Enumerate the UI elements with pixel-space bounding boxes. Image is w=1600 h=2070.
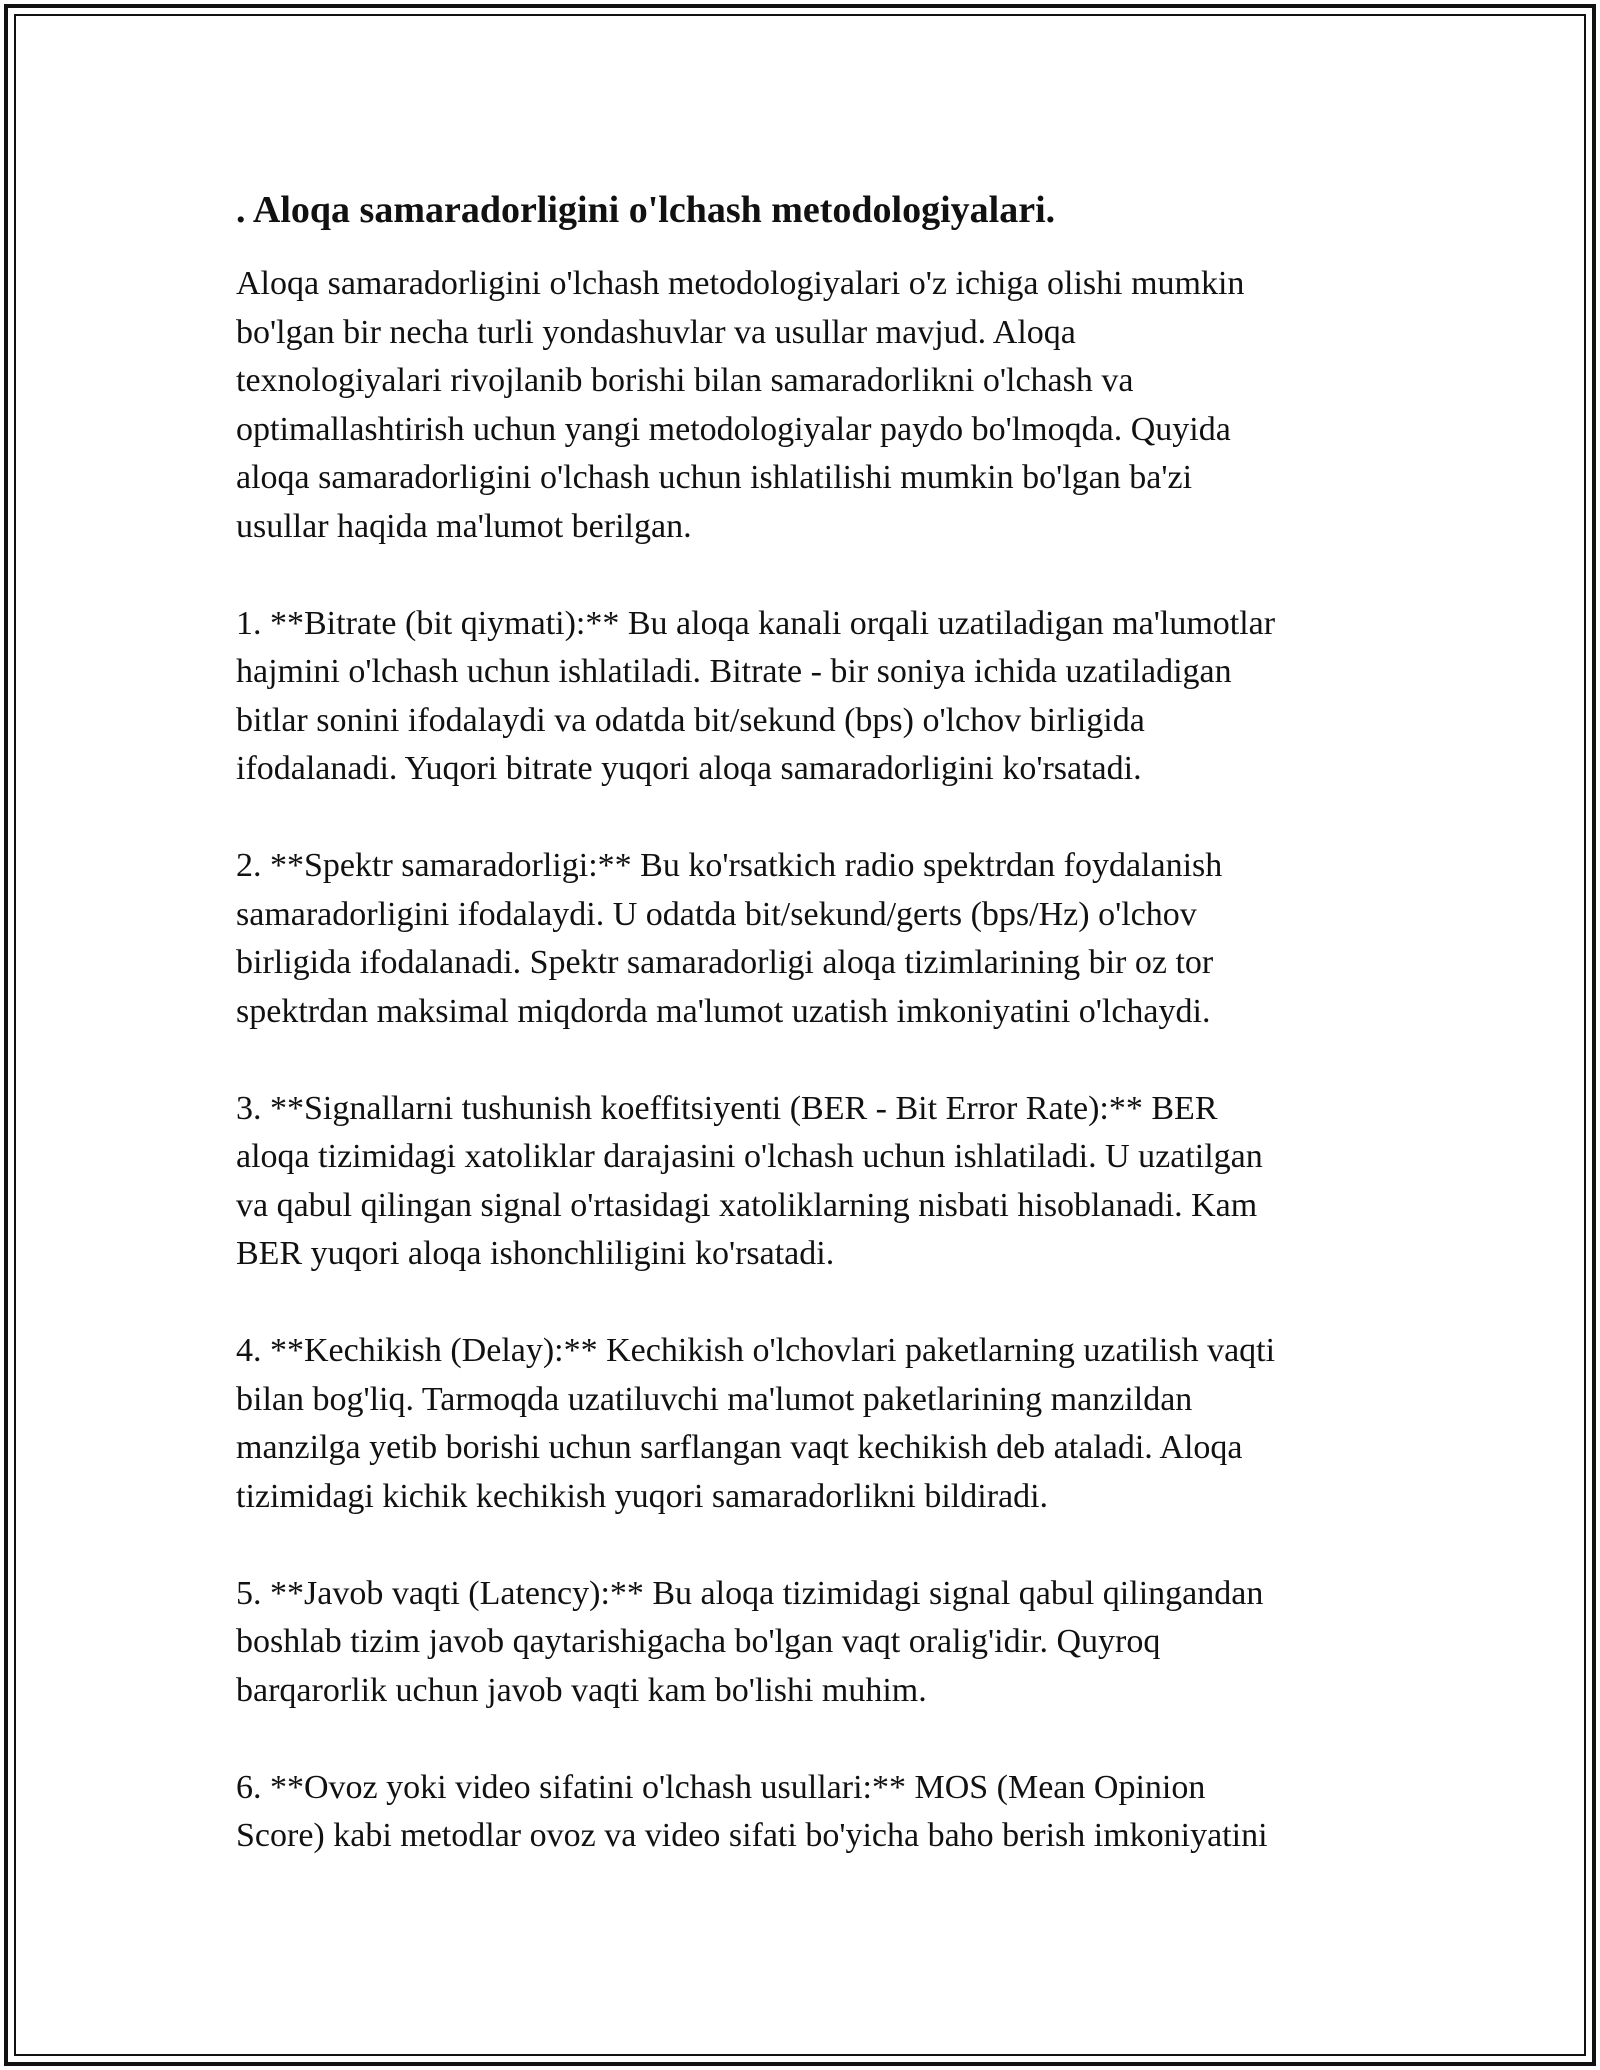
paragraph-item-3 bbox=[236, 1085, 1376, 1279]
text-line: aloqa samaradorligini o'lchash uchun ishlatilishi mumkin bo'lgan ba'zi bbox=[236, 459, 1193, 496]
text-line: tizimidagi kichik kechikish yuqori samaradorlikni bildiradi. bbox=[236, 1477, 1049, 1515]
paragraph-item-4 bbox=[236, 1327, 1376, 1521]
paragraph-item-6 bbox=[236, 1764, 1376, 1861]
text-line: bitlar sonini ifodalaydi va odatda bit/sekund (bps) o'lchov birligida bbox=[236, 701, 1145, 739]
text-line: va qabul qilingan signal o'rtasidagi xatoliklarning nisbati hisoblanadi. Kam bbox=[236, 1186, 1258, 1224]
paragraph-item-2 bbox=[236, 842, 1376, 1036]
text-line: 5. **Javob vaqti (Latency):** Bu aloqa tizimidagi signal qabul qilingandan bbox=[236, 1574, 1264, 1612]
text-line: 2. **Spektr samaradorligi:** Bu ko'rsatkich radio spektrdan foydalanish bbox=[236, 847, 1223, 884]
text-line: 3. **Signallarni tushunish koeffitsiyenti (BER - Bit Error Rate):** BER bbox=[236, 1089, 1218, 1127]
text-line: Aloqa samaradorligini o'lchash metodologiyalari o'z ichiga olishi mumkin bbox=[236, 265, 1245, 302]
text-line: boshlab tizim javob qaytarishigacha bo'lgan vaqt oralig'idir. Quyroq bbox=[236, 1623, 1161, 1660]
text-line: hajmini o'lchash uchun ishlatiladi. Bitrate - bir soniya ichida uzatiladigan bbox=[236, 653, 1232, 690]
text-line: optimallashtirish uchun yangi metodologiyalar paydo bo'lmoqda. Quyida bbox=[236, 410, 1231, 448]
text-line: spektrdan maksimal miqdorda ma'lumot uzatish imkoniyatini o'lchaydi. bbox=[236, 992, 1211, 1030]
paragraph-gap bbox=[236, 551, 1376, 600]
text-line: bilan bog'liq. Tarmoqda uzatiluvchi ma'lumot paketlarining manzildan bbox=[236, 1380, 1193, 1418]
paragraph-intro bbox=[236, 260, 1376, 551]
text-line: 1. **Bitrate (bit qiymati):** Bu aloqa kanali orqali uzatiladigan ma'lumotlar bbox=[236, 604, 1276, 642]
text-line: BER yuqori aloqa ishonchliligini ko'rsatadi. bbox=[236, 1235, 835, 1272]
text-line: texnologiyalari rivojlanib borishi bilan samaradorlikni o'lchash va bbox=[236, 362, 1134, 399]
paragraph-item-1 bbox=[236, 600, 1376, 794]
document-body bbox=[236, 186, 1376, 1861]
text-line: aloqa tizimidagi xatoliklar darajasini o'lchash uchun ishlatiladi. U uzatilgan bbox=[236, 1138, 1263, 1175]
text-line: samaradorligini ifodalaydi. U odatda bit/sekund/gerts (bps/Hz) o'lchov bbox=[236, 895, 1197, 933]
text-line: birligida ifodalanadi. Spektr samaradorligi aloqa tizimlarining bir oz tor bbox=[236, 944, 1214, 981]
paragraph-item-5 bbox=[236, 1570, 1376, 1716]
text-line: bo'lgan bir necha turli yondashuvlar va usullar mavjud. Aloqa bbox=[236, 313, 1076, 351]
document-title: . Aloqa samaradorligini o'lchash metodologiyalari. bbox=[236, 189, 1056, 231]
paragraph-gap bbox=[236, 1279, 1376, 1328]
text-line: 4. **Kechikish (Delay):** Kechikish o'lchovlari paketlarning uzatilish vaqti bbox=[236, 1332, 1276, 1369]
text-line: 6. **Ovoz yoki video sifatini o'lchash usullari:** MOS (Mean Opinion bbox=[236, 1768, 1206, 1806]
text-line: manzilga yetib borishi uchun sarflangan vaqt kechikish deb ataladi. Aloqa bbox=[236, 1429, 1243, 1466]
text-line: ifodalanadi. Yuqori bitrate yuqori aloqa samaradorligini ko'rsatadi. bbox=[236, 750, 1142, 787]
text-line: usullar haqida ma'lumot berilgan. bbox=[236, 507, 692, 545]
text-line: barqarorlik uchun javob vaqti kam bo'lishi muhim. bbox=[236, 1671, 927, 1709]
paragraph-gap bbox=[236, 1521, 1376, 1570]
paragraph-gap bbox=[236, 1715, 1376, 1764]
paragraph-gap bbox=[236, 1036, 1376, 1085]
paragraph-gap bbox=[236, 794, 1376, 843]
text-line: Score) kabi metodlar ovoz va video sifati bo'yicha baho berish imkoniyatini bbox=[236, 1817, 1268, 1854]
